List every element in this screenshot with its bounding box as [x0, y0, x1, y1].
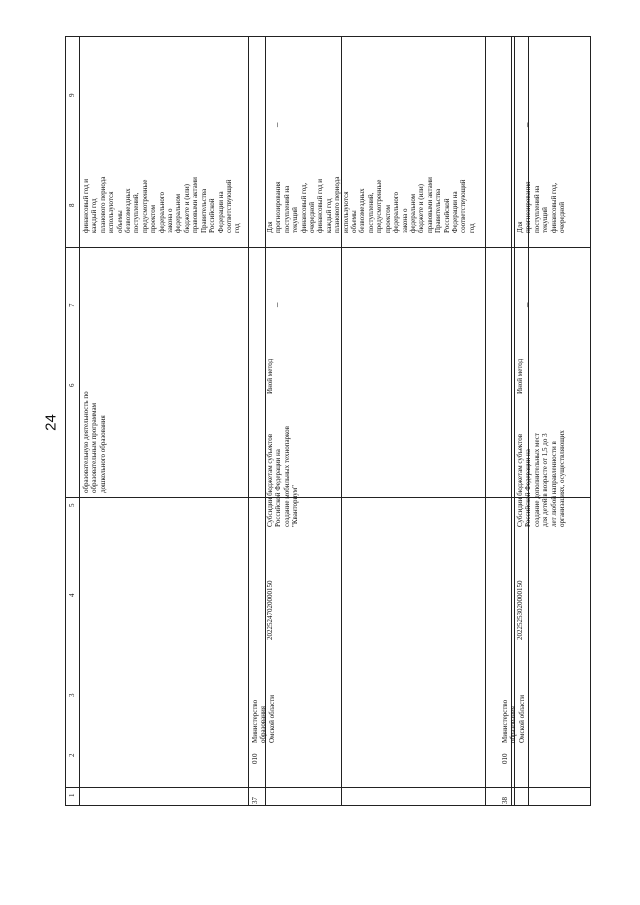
header-col-7: 7 [68, 303, 76, 307]
row37-kbk: 20225247020000150 [266, 580, 274, 640]
row37-note: – [272, 122, 282, 127]
col-divider [485, 37, 486, 805]
continuation-col8: финансовый год и каждый год планового периода используются объемы безвозмездных поступлений, предусмотренные проектом федерального закона о федеральном бюджете и (или) правовыми актами Правительства Российской Федерации на соответствующий год [82, 176, 242, 233]
row-divider [66, 787, 590, 788]
row-divider [66, 247, 590, 248]
row38-name: Субсидии бюджетам субъектов Российской Федерации на создание дополнительных мест для детей в возрасте от 1,5 до 3 лет любой направленности в организациях, осуществляющих [516, 430, 567, 527]
header-col-5: 5 [68, 503, 76, 507]
row37-desc: Для прогнозирования поступлений на текущий финансовый год, очередной финансовый год и каждый год планового периода используются объемы безвозмездных поступлений, предусмотренные проектом федерального закона о федеральном бюджете и (или) правовыми актами Правительства Российской Федерации на соответствующий год [266, 176, 476, 233]
header-col-1: 1 [68, 793, 76, 797]
row-divider [66, 497, 590, 498]
page-number: 24 [42, 414, 60, 431]
header-col-8: 8 [68, 203, 76, 207]
col-divider [248, 37, 249, 805]
header-col-4: 4 [68, 593, 76, 597]
col-divider [514, 37, 515, 805]
row38-note: – [522, 122, 532, 127]
row37-num: 37 [251, 797, 259, 804]
col-divider [79, 37, 80, 805]
row38-admin: Министерство образования Омской области [501, 694, 526, 743]
row37-method: Иной метод [266, 358, 274, 394]
row37-code: 010 [251, 753, 259, 764]
header-col-2: 2 [68, 753, 76, 757]
col-divider [528, 37, 529, 805]
revenue-method-table [65, 36, 591, 806]
row38-code: 010 [501, 753, 509, 764]
header-col-6: 6 [68, 383, 76, 387]
col-divider [265, 37, 266, 805]
row38-num: 38 [501, 797, 509, 804]
row38-kbk: 20225253020000150 [516, 580, 524, 640]
header-col-3: 3 [68, 693, 76, 697]
col-divider [341, 37, 342, 805]
header-col-9: 9 [68, 93, 76, 97]
row38-method: Иной метод [516, 358, 524, 394]
row38-formula: – [522, 302, 532, 307]
continuation-col5: образовательную деятельность по образовательным программам дошкольного образования [82, 391, 107, 493]
row37-formula: – [272, 302, 282, 307]
row37-name: Субсидии бюджетам субъектов Российской Федерации на создание мобильных технопарков "Кванториум" [266, 426, 300, 527]
row38-desc: Для прогнозирования поступлений на текущий финансовый год, очередной [516, 181, 567, 233]
row37-admin: Министерство образования Омской области [251, 694, 276, 743]
col-divider [511, 37, 512, 805]
